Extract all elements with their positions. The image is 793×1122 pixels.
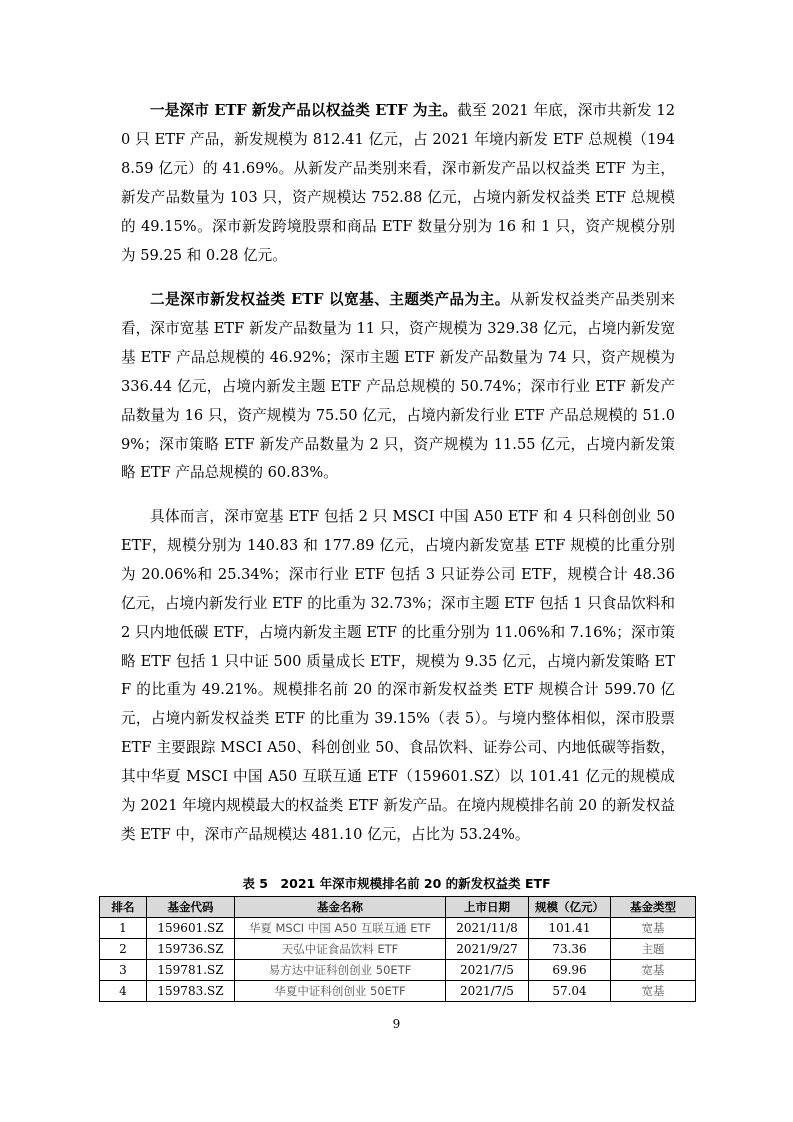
paragraph-2 [121,286,675,488]
cell-name: 华夏 MSCI 中国 A50 互联互通 ETF [235,918,446,939]
cell-code: 159736.SZ [147,939,235,960]
cell-type: 宽基 [611,918,696,939]
etf-table [99,896,696,1002]
cell-name: 华夏中证科创创业 50ETF [235,981,446,1002]
cell-code: 159601.SZ [147,918,235,939]
paragraph-3 [121,503,675,850]
paragraph-1-lead: 一是深市 ETF 新发产品以权益类 ETF 为主。 [150,102,458,119]
header-name: 基金名称 [235,897,446,918]
cell-code: 159783.SZ [147,981,235,1002]
cell-type: 宽基 [611,960,696,981]
cell-date: 2021/7/5 [446,981,529,1002]
cell-size: 57.04 [529,981,611,1002]
table-row [100,981,696,1002]
cell-date: 2021/7/5 [446,960,529,981]
paragraph-2-lead: 二是深市新发权益类 ETF 以宽基、主题类产品为主。 [150,291,510,308]
table-row [100,918,696,939]
cell-date: 2021/11/8 [446,918,529,939]
cell-rank: 2 [100,939,147,960]
paragraph-3-body: 具体而言，深市宽基 ETF 包括 2 只 MSCI 中国 A50 ETF 和 4 只科创创业 50 ETF，规模分别为 140.83 和 177.89 亿元，占境内新发宽基 ETF 规模的比重分别为 20.06%和 25.34%；深市行业 ETF 包括 3 只证券公司 ETF，规模合计 48.36 亿元，占境内新发行业 ETF 的比重为 32.73%；深市主题 ETF 包括 1 只食品饮料和 2 只内地低碳 ETF，占境内新发主题 ETF 的比重分别为 11.06%和 7.16%；深市策略 ETF 包括 1 只中证 500 质量成长 ETF，规模为 9.35 亿元，占境内新发策略 ETF 的比重为 49.21%。规模排名前 20 的深市新发权益类 ETF 规模合计 599.70 亿元，占境内新发权益类 ETF 的比重为 39.15%（表 5）。与境内整体相似，深市股票 ETF 主要跟踪 MSCI A50、科创创业 50、食品饮料、证券公司、内地低碳等指数，其中华夏 MSCI 中国 A50 互联互通 ETF（159601.SZ）以 101.41 亿元的规模成为 2021 年境内规模最大的权益类 ETF 新发产品。在境内规模排名前 20 的新发权益类 ETF 中，深市产品规模达 481.10 亿元，占比为 53.24%。 [121,508,675,843]
cell-rank: 1 [100,918,147,939]
paragraph-1-body: 截至 2021 年底，深市共新发 120 只 ETF 产品，新发规模为 812.41 亿元，占 2021 年境内新发 ETF 总规模（1948.59 亿元）的 41.69%。从新发产品类别来看，深市新发产品以权益类 ETF 为主，新发产品数量为 103 只，资产规模达 752.88 亿元，占境内新发权益类 ETF 总规模的 49.15%。深市新发跨境股票和商品 ETF 数量分别为 16 和 1 只，资产规模分别为 59.25 和 0.28 亿元。 [121,102,675,264]
cell-size: 73.36 [529,939,611,960]
header-rank: 排名 [100,897,147,918]
cell-rank: 3 [100,960,147,981]
cell-type: 主题 [611,939,696,960]
table-caption: 表 5 2021 年深市规模排名前 20 的新发权益类 ETF [242,876,551,891]
cell-size: 101.41 [529,918,611,939]
cell-name: 天弘中证食品饮料 ETF [235,939,446,960]
header-code: 基金代码 [147,897,235,918]
cell-size: 69.96 [529,960,611,981]
table-header-row [100,897,696,918]
cell-code: 159781.SZ [147,960,235,981]
header-date: 上市日期 [446,897,529,918]
header-size: 规模（亿元） [529,897,611,918]
table-row [100,960,696,981]
cell-date: 2021/9/27 [446,939,529,960]
paragraph-1 [121,97,675,270]
cell-rank: 4 [100,981,147,1002]
paragraph-2-body: 从新发权益类产品类别来看，深市宽基 ETF 新发产品数量为 11 只，资产规模为 329.38 亿元，占境内新发宽基 ETF 产品总规模的 46.92%；深市主题 ETF 新发产品数量为 74 只，资产规模为 336.44 亿元，占境内新发主题 ETF 产品总规模的 50.74%；深市行业 ETF 新发产品数量为 16 只，资产规模为 75.50 亿元，占境内新发行业 ETF 产品总规模的 51.09%；深市策略 ETF 新发产品数量为 2 只，资产规模为 11.55 亿元，占境内新发策略 ETF 产品总规模的 60.83%。 [121,291,675,482]
page-number: 9 [392,1017,401,1031]
cell-name: 易方达中证科创创业 50ETF [235,960,446,981]
table-row [100,939,696,960]
header-type: 基金类型 [611,897,696,918]
cell-type: 宽基 [611,981,696,1002]
